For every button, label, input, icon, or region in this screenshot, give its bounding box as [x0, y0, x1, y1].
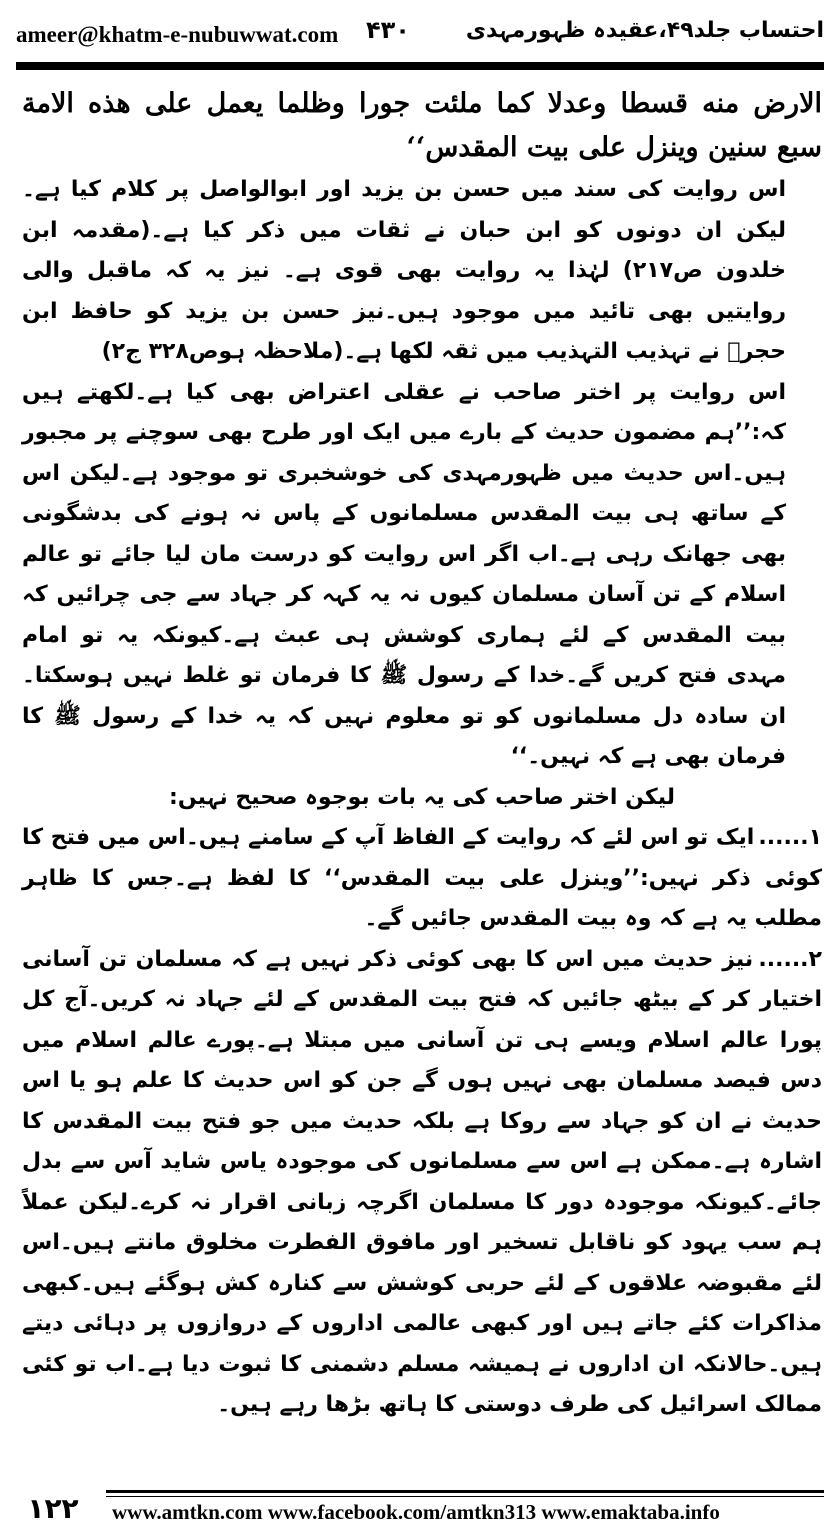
running-title: احتساب جلد۴۹،عقیدہ ظہورمہدی [465, 18, 824, 43]
header-email: ameer@khatm-e-nubuwwat.com [16, 22, 339, 47]
point-1-text: ایک تو اس لئے کہ روایت کے الفاظ آپ کے سامنے ہیں۔اس میں فتح کا کوئی ذکر نہیں:’’وینزل علی بیت المقدس‘‘ کا لفظ ہے۔جس کا ظاہر مطلب یہ ہے کہ وہ بیت المقدس جائیں گے۔ [22, 825, 822, 931]
page-body [22, 82, 822, 1426]
point-1 [22, 818, 822, 940]
footer-links: www.amtkn.com www.facebook.com/amtkn313 www.emaktaba.info [112, 1500, 720, 1524]
arabic-quote: الارض منه قسطا وعدلا كما ملئت جورا وظلما يعمل على هذه الامة سبع سنين وينزل على بيت المقدس‘‘ [22, 88, 822, 163]
footer-page-number: ۱۲۲ [27, 1492, 79, 1525]
section-heading: لیکن اختر صاحب کی یہ بات بوجوہ صحیح نہیں: [169, 784, 675, 810]
footer-rule-thin [106, 1496, 824, 1497]
paragraph-2: اس روایت پر اختر صاحب نے عقلی اعتراض بھی کیا ہے۔لکھتے ہیں کہ:’’ہم مضمون حدیث کے بارے میں ایک اور طرح بھی سوچنے پر مجبور ہیں۔اس حدیث میں ظہورمہدی کی خوشخبری تو موجود ہے۔لیکن اس کے ساتھ ہی بیت المقدس مسلمانوں کے پاس نہ ہونے کی بدشگونی بھی جھانک رہی ہے۔اب اگر اس روایت کو درست مان لیا جائے تو عالم اسلام کے تن آسان مسلمان کیوں نہ یہ کہہ کر جہاد سے جی چرائیں کہ بیت المقدس کے لئے ہماری کوشش ہی عبث ہے۔کیونکہ یہ تو امام مہدی فتح کریں گے۔خدا کے رسول ﷺ کا فرمان تو غلط نہیں ہوسکتا۔ان سادہ دل مسلمانوں کو تو معلوم نہیں کہ یہ خدا کے رسول ﷺ کا فرمان بھی ہے کہ نہیں۔‘‘ [22, 379, 786, 769]
page-header [16, 12, 824, 58]
point-2-text: نیز حدیث میں اس کا بھی کوئی ذکر نہیں ہے کہ مسلمان تن آسانی اختیار کر کے بیٹھ جائیں کہ فتح بیت المقدس کے لئے جہاد نہ کریں۔آج کل پورا عالم اسلام ویسے ہی تن آسانی میں مبتلا ہے۔پورے عالم اسلام میں دس فیصد مسلمان بھی نہیں ہوں گے جن کو اس حدیث کا علم ہو یا اس حدیث نے ان کو جہاد سے روکا ہے بلکہ حدیث میں جو فتح بیت المقدس کا اشارہ ہے۔ممکن ہے اس سے مسلمانوں کی موجودہ یاس شاید آس سے بدل جائے۔کیونکہ موجودہ دور کا مسلمان اگرچہ زبانی اقرار نہ کرے۔لیکن عملاً ہم سب یہود کو ناقابل تسخیر اور مافوق الفطرت مخلوق مانتے ہیں۔اس لئے مقبوضہ علاقوں کے لئے حربی کوشش سے کنارہ کش ہوگئے ہیں۔کبھی مذاکرات کئے جاتے ہیں اور کبھی عالمی اداروں کے دروازوں پر دہائی دیتے ہیں۔حالانکہ ان اداروں نے ہمیشہ مسلم دشمنی کا ثبوت دیا ہے۔اب تو کئی ممالک اسرائیل کی طرف دوستی کا ہاتھ بڑھا رہے ہیں۔ [22, 946, 822, 1417]
footer-rule [106, 1490, 824, 1493]
point-1-number: ۱...... [758, 825, 822, 850]
header-page-number: ۴۳۰ [366, 16, 410, 44]
header-rule [16, 62, 824, 70]
paragraph-1: اس روایت کی سند میں حسن بن یزید اور ابوالواصل پر کلام کیا ہے۔لیکن ان دونوں کو ابن حبان نے ثقات میں ذکر کیا ہے۔(مقدمہ ابن خلدون ص۲۱۷) لہٰذا یہ روایت بھی قوی ہے۔ نیز یہ کہ ماقبل والی روایتیں بھی تائید میں موجود ہیں۔نیز حسن بن یزید کو حافظ ابن حجرؒ نے تہذیب التہذیب میں ثقہ لکھا ہے۔(ملاحظہ ہوص۳۲۸ ج۲) [22, 177, 786, 364]
page-footer [16, 1482, 824, 1532]
point-2-number: ۲...... [758, 946, 822, 972]
point-2 [22, 940, 822, 1426]
